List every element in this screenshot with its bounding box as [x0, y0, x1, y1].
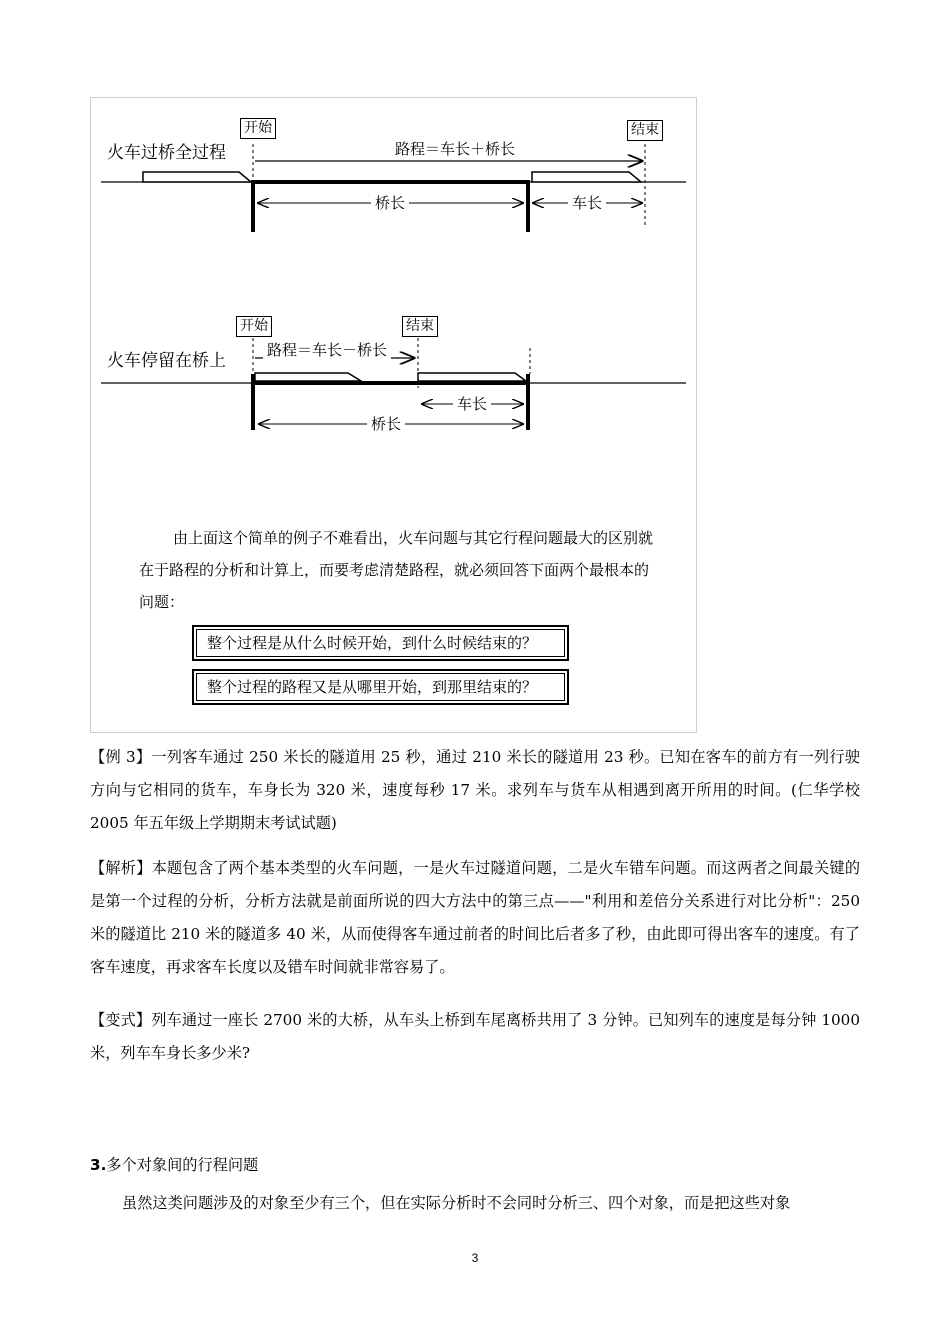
analysis: [90, 852, 860, 984]
section-title: 多个对象间的行程问题: [106, 1156, 259, 1174]
page-number: 3: [471, 1251, 479, 1265]
diagram-2-bridge-length: 桥长: [367, 415, 405, 433]
diagram-1-formula: 路程＝车长＋桥长: [391, 140, 519, 158]
diagram-1-bridge-length: 桥长: [371, 194, 409, 212]
figure-paragraph-line-1: 由上面这个简单的例子不难看出，火车问题与其它行程问题最大的区别就: [173, 529, 654, 547]
figure-paragraph-line-3: 问题：: [139, 593, 185, 611]
diagram-1-train-length: 车长: [568, 194, 606, 212]
section-number: 3.: [90, 1156, 107, 1174]
diagram-2-start-label: 开始: [236, 316, 272, 337]
variant-tag: 【变式】: [90, 1011, 152, 1029]
section-heading: [90, 1154, 258, 1175]
train-bridge-figure: [90, 97, 697, 733]
diagram-1-title: 火车过桥全过程: [107, 143, 226, 163]
diagram-2-formula: 路程＝车长－桥长: [263, 341, 391, 359]
example-3: [90, 741, 860, 840]
example-3-tag: 【例 3】: [90, 748, 152, 766]
diagram-2-train-length: 车长: [453, 395, 491, 413]
question-box-2: 整个过程的路程又是从哪里开始，到那里结束的？: [193, 670, 568, 704]
diagram-2-end-label: 结束: [402, 316, 438, 337]
variant: [90, 1004, 860, 1070]
diagram-1-start-label: 开始: [240, 118, 276, 139]
example-3-text: 一列客车通过 250 米长的隧道用 25 秒，通过 210 米长的隧道用 23 秒。已知在客车的前方有一列行驶方向与它相同的货车，车身长为 320 米，速度每秒 17 米。求列车与货车从相遇到离开所用的时间。(仁华学校 2005 年五年级上学期期末考试试题): [90, 748, 860, 832]
figure-paragraph: [139, 522, 684, 618]
variant-text: 列车通过一座长 2700 米的大桥，从车头上桥到车尾离桥共用了 3 分钟。已知列车的速度是每分钟 1000 米，列车车身长多少米?: [90, 1011, 861, 1062]
question-box-1: 整个过程是从什么时候开始，到什么时候结束的？: [193, 626, 568, 660]
body-paragraph: 虽然这类问题涉及的对象至少有三个，但在实际分析时不会同时分析三、四个对象，而是把这些对象: [122, 1194, 791, 1212]
analysis-tag: 【解析】: [90, 859, 152, 877]
diagram-2-title: 火车停留在桥上: [107, 351, 226, 371]
figure-paragraph-line-2: 在于路程的分析和计算上，而要考虑清楚路程，就必须回答下面两个最根本的: [139, 561, 650, 579]
analysis-text: 本题包含了两个基本类型的火车问题，一是火车过隧道问题，二是火车错车问题。而这两者之间最关键的是第一个过程的分析，分析方法就是前面所说的四大方法中的第三点——"利用和差倍分关系进行对比分析"：250 米的隧道比 210 米的隧道多 40 米，从而使得客车通过前者的时间比后者多了秒，由此即可得出客车的速度。有了客车速度，再求客车长度以及错车时间就非常容易了。: [90, 859, 861, 976]
diagram-1-end-label: 结束: [627, 120, 663, 141]
